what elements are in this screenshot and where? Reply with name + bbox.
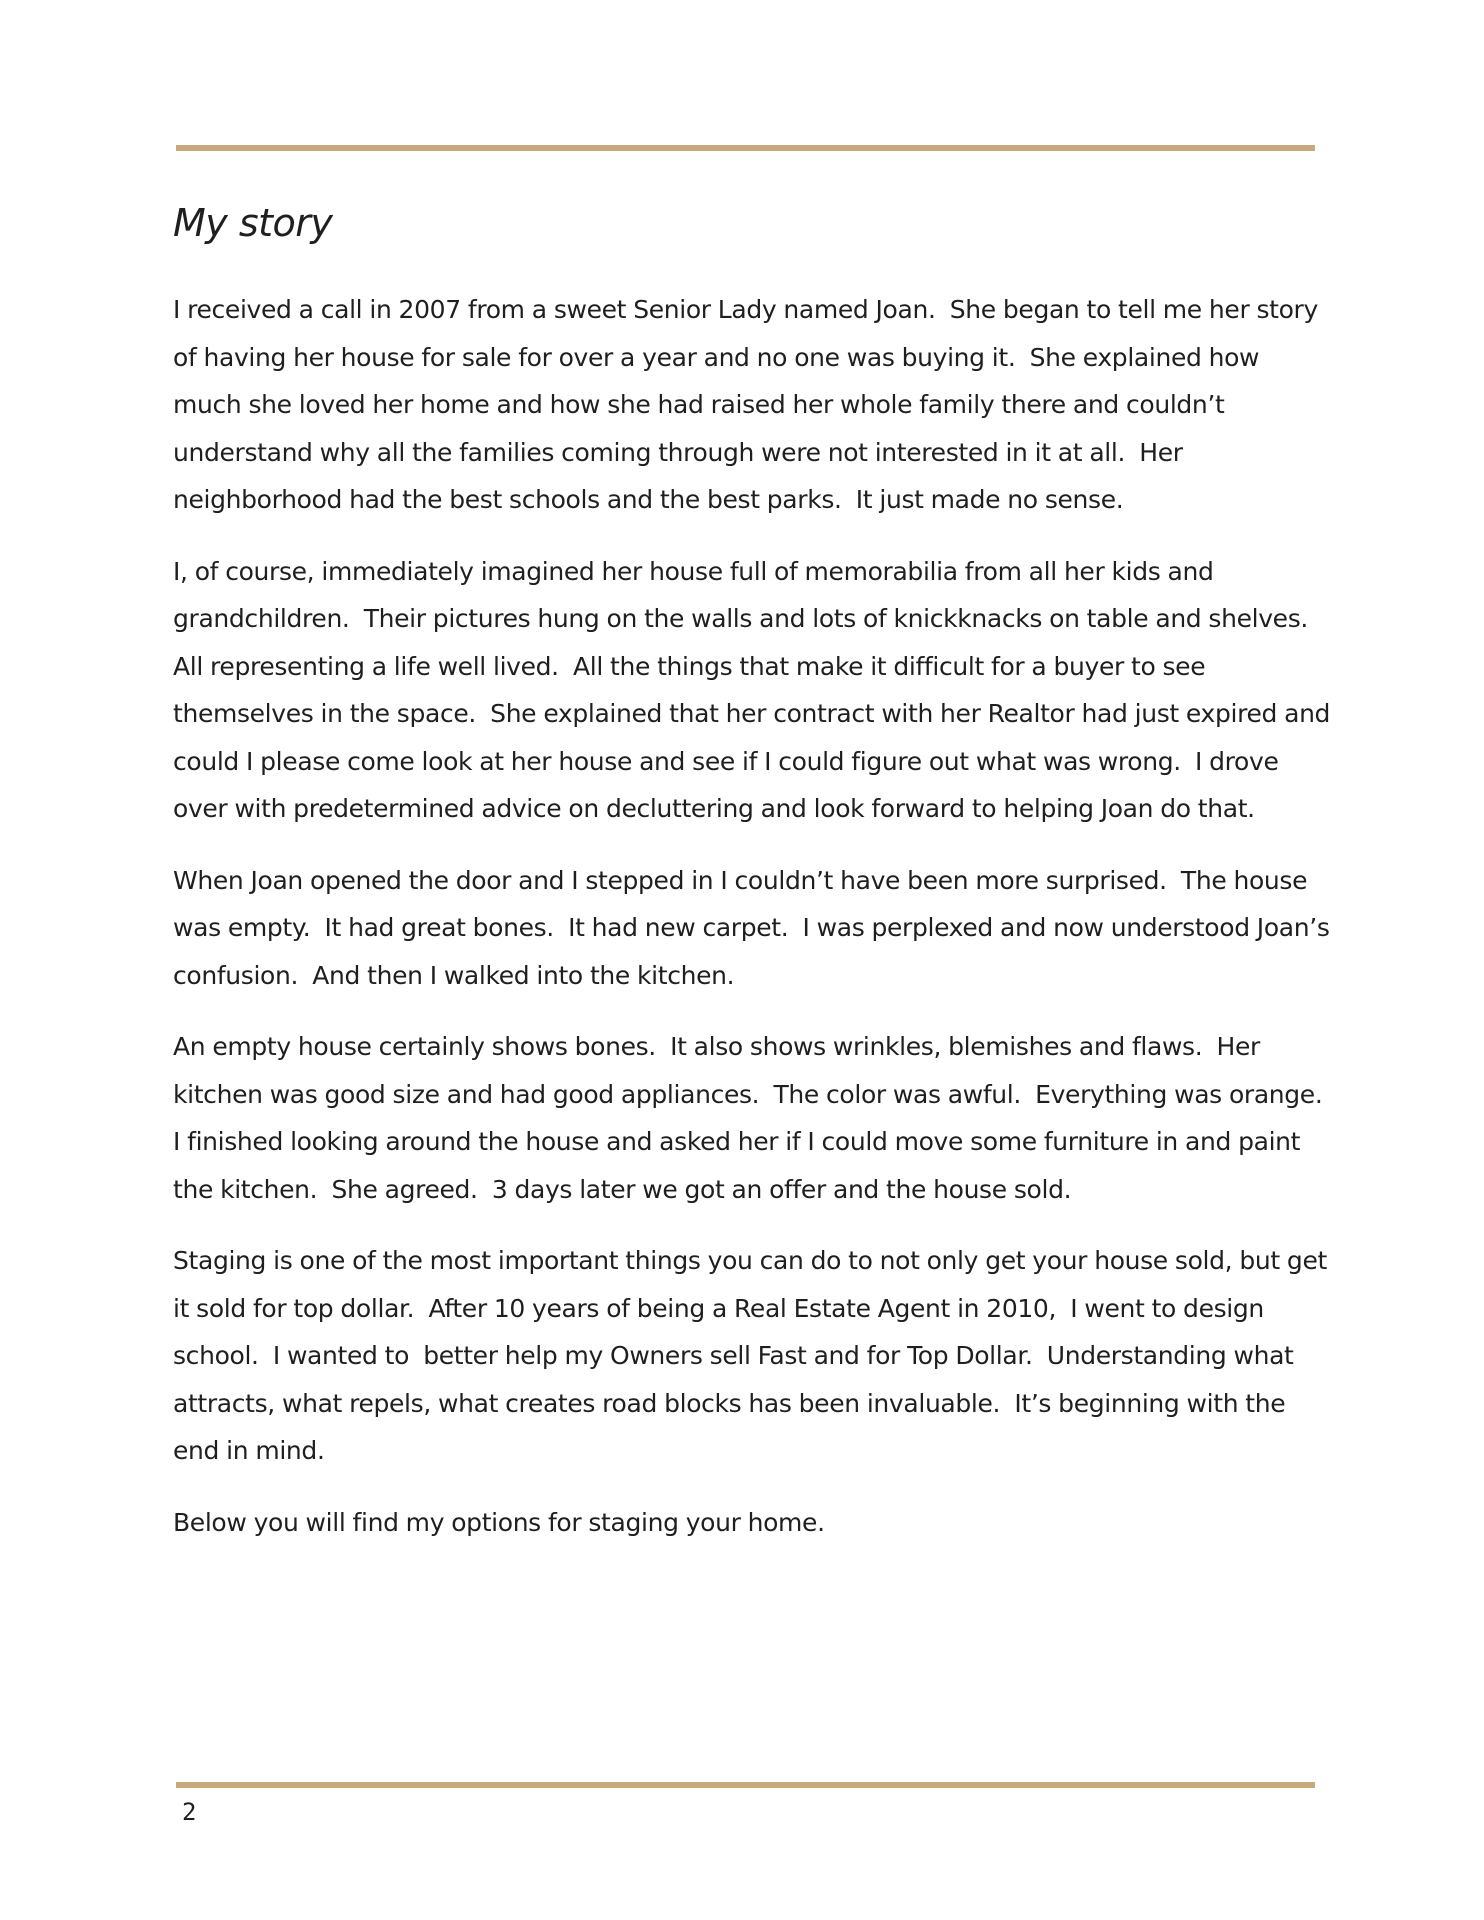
page-title: My story (173, 201, 333, 245)
paragraph-6: Below you will find my options for staging your home. (173, 1507, 825, 1537)
paragraph-5: Staging is one of the most important things you can do to not only get your house sold, but get it sold for top dollar. After 10 years of being a Real Estate Agent in 2010, I went to design school. I wanted to better help my Owners sell Fast and for Top Dollar. Understanding what attracts, what repels, what creates road blocks has been invaluable. It’s beginning with the end in mind. (173, 1246, 1335, 1465)
paragraph-4: An empty house certainly shows bones. It also shows wrinkles, blemishes and flaws. Her kitchen was good size and had good appliances. The color was awful. Everything was orange. I finished looking around the house and asked her if I could move some furniture in and paint the kitchen. She agreed. 3 days later we got an offer and the house sold. (173, 1032, 1337, 1204)
paragraph-1: I received a call in 2007 from a sweet Senior Lady named Joan. She began to tell me her story of having her house for sale for over a year and no one was buying it. She explained how much she loved her home and how she had raised her whole family there and couldn’t understand why all the families coming through were not interested in it at all. Her neighborhood had the best schools and the best parks. It just made no sense. (173, 295, 1326, 514)
paragraph-3: When Joan opened the door and I stepped in I couldn’t have been more surprised. The house was empty. It had great bones. It had new carpet. I was perplexed and now understood Joan’s confusion. And then I walked into the kitchen. (173, 865, 1337, 990)
top-divider (176, 145, 1315, 151)
document-body (173, 196, 1338, 1570)
page-number: 2 (182, 1798, 197, 1826)
paragraph-2: I, of course, immediately imagined her house full of memorabilia from all her kids and grandchildren. Their pictures hung on the walls and lots of knickknacks on table and shelves. All representing a life well lived. All the things that make it difficult for a buyer to see themselves in the space. She explained that her contract with her Realtor had just expired and could I please come look at her house and see if I could figure out what was wrong. I drove over with predetermined advice on decluttering and look forward to helping Joan do that. (173, 556, 1338, 823)
bottom-divider (176, 1782, 1315, 1788)
